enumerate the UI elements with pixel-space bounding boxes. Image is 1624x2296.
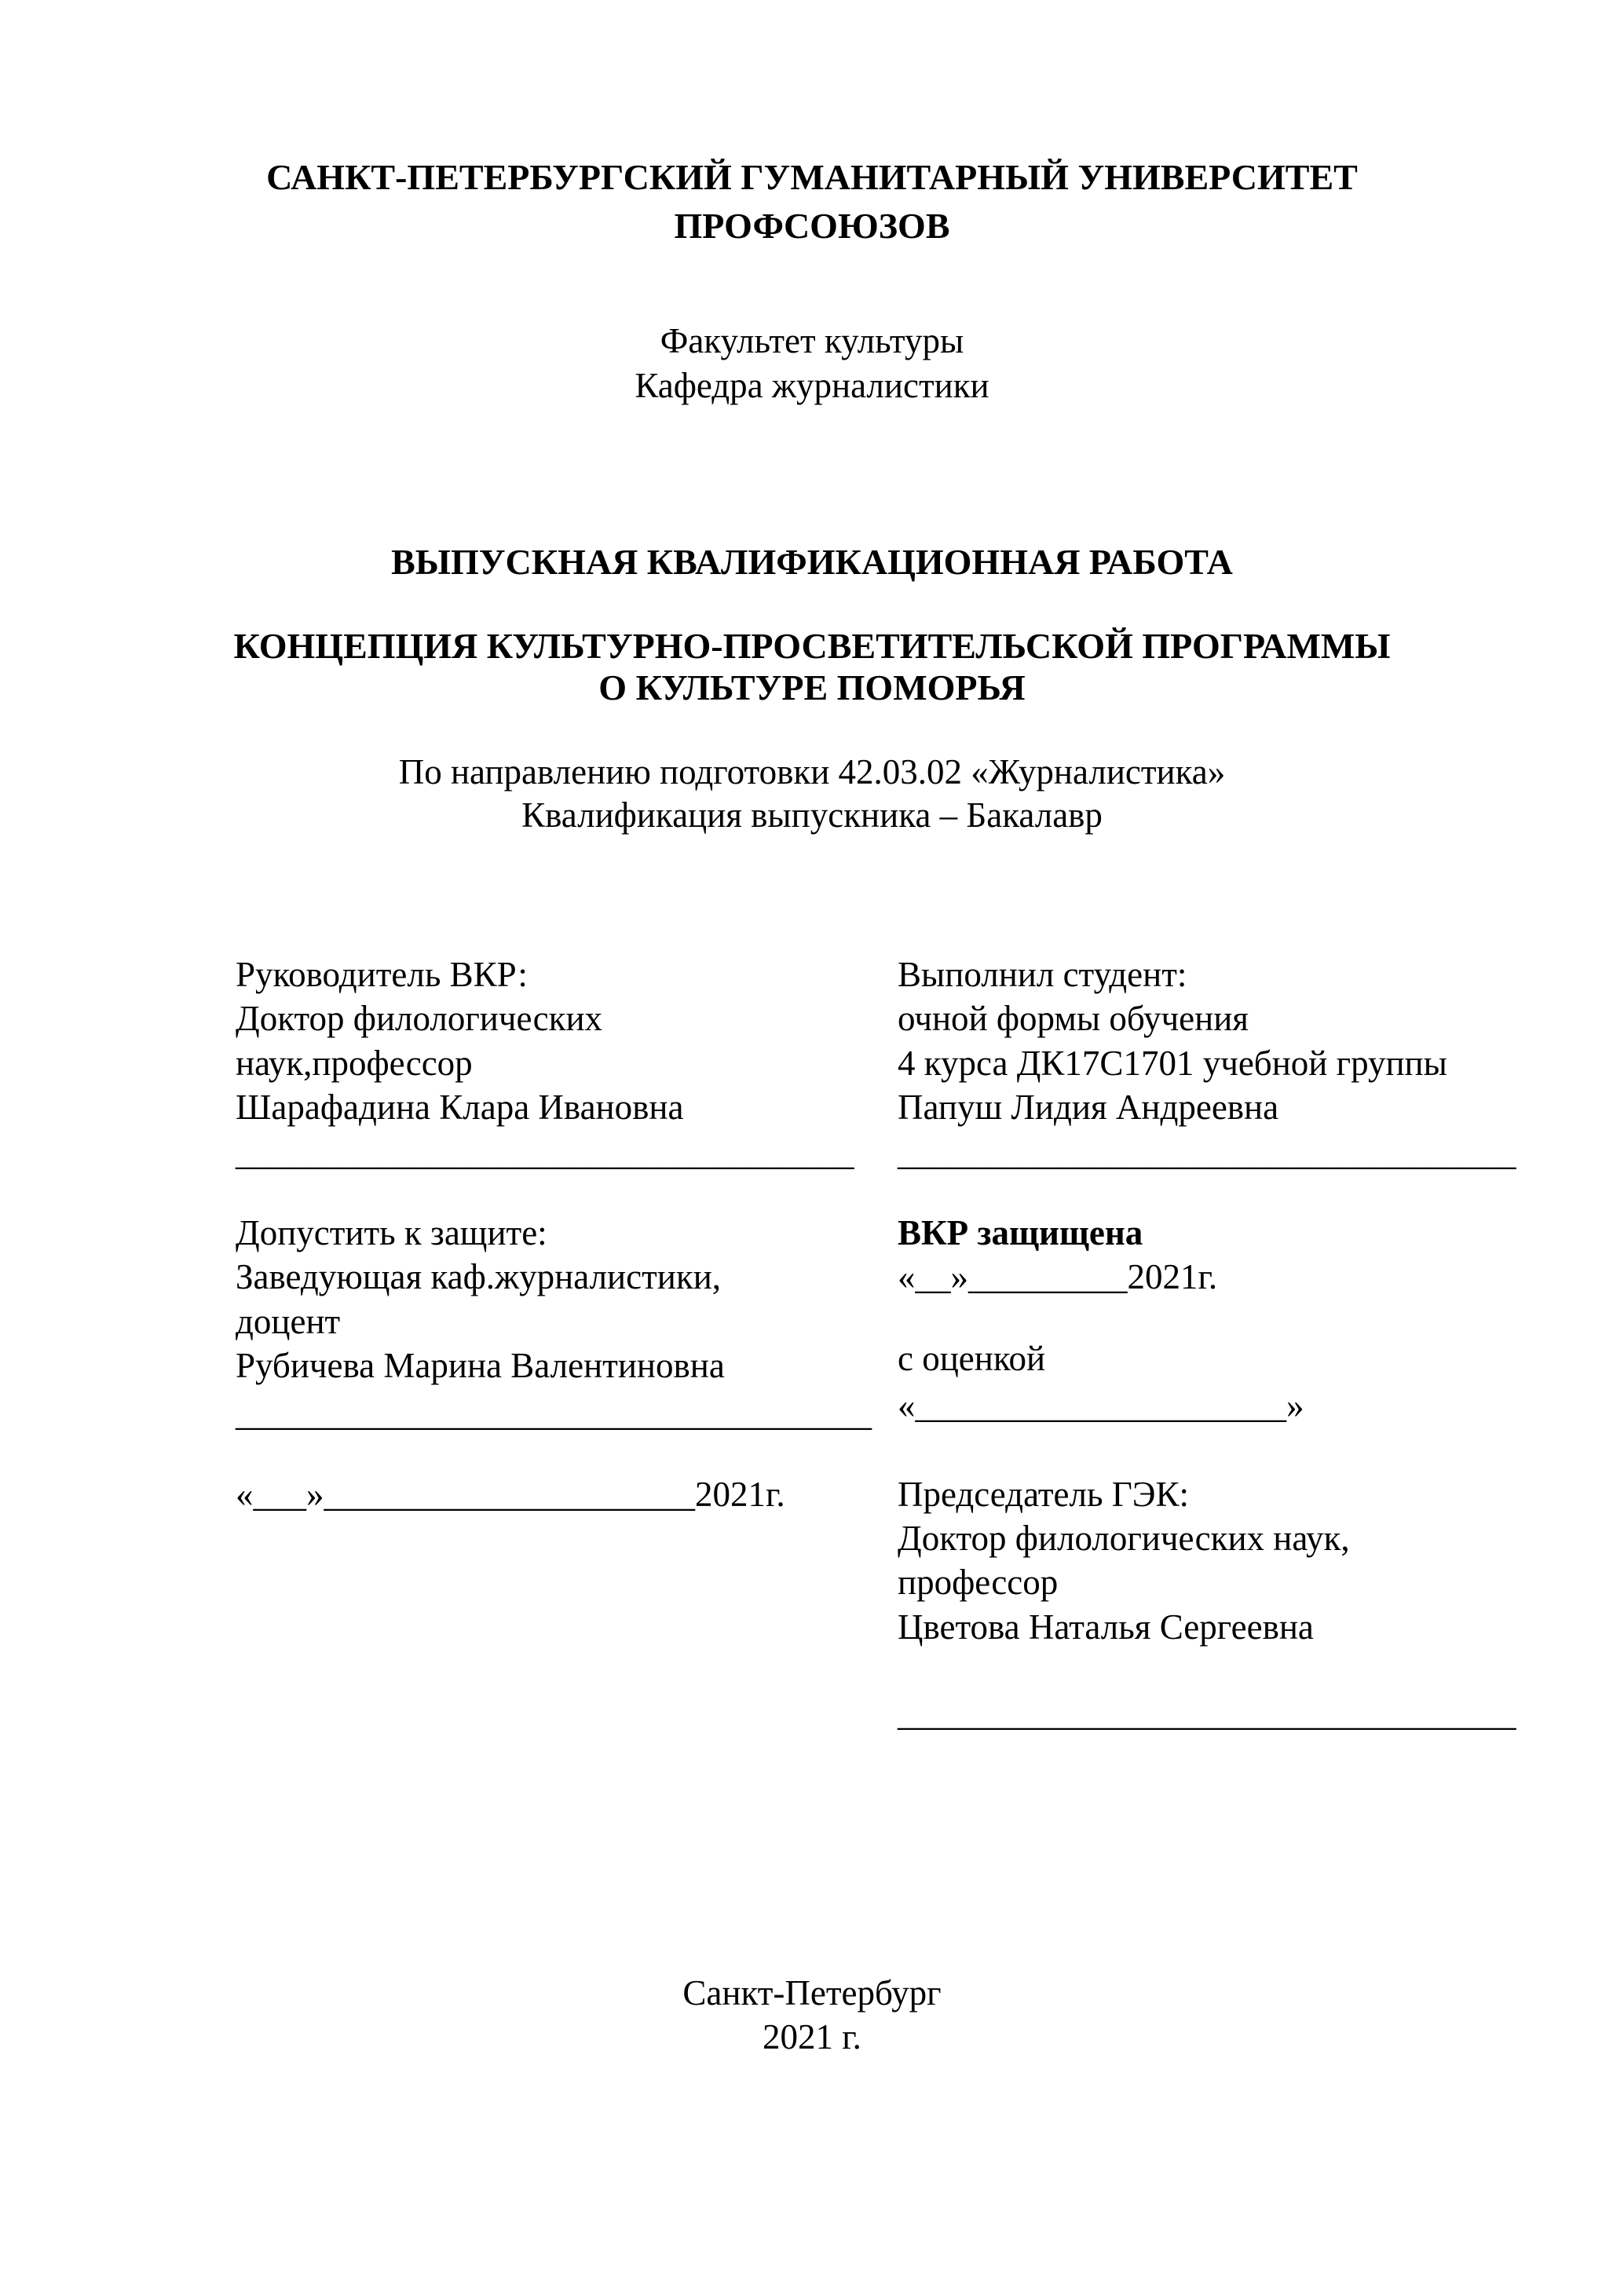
supervisor-label: Руководитель ВКР: xyxy=(236,955,528,994)
admit-position: Заведующая каф.журналистики, xyxy=(236,1257,722,1296)
admit-label: Допустить к защите: xyxy=(236,1213,547,1252)
admit-date: «___»_____________________2021г. xyxy=(236,1475,785,1514)
department: Кафедра журналистики xyxy=(635,366,989,405)
student-label: Выполнил студент: xyxy=(898,955,1187,994)
supervisor-name: Шарафадина Клара Ивановна xyxy=(236,1088,684,1127)
defended-label: ВКР защищена xyxy=(898,1213,1143,1252)
chair-signature-line: ___________________________________ xyxy=(898,1694,1516,1733)
supervisor-signature-line: ___________________________________ xyxy=(236,1133,854,1172)
university-name-line2: ПРОФСОЮЗОВ xyxy=(674,206,950,246)
supervisor-degree: Доктор филологических xyxy=(236,999,603,1038)
chair-degree-cont: профессор xyxy=(898,1563,1059,1602)
chair-name: Цветова Наталья Сергеевна xyxy=(898,1607,1314,1647)
work-title-line1: КОНЦЕПЦИЯ КУЛЬТУРНО-ПРОСВЕТИТЕЛЬСКОЙ ПРОГРАММЫ xyxy=(233,626,1391,666)
faculty: Факультет культуры xyxy=(660,321,964,360)
work-title-line2: О КУЛЬТУРЕ ПОМОРЬЯ xyxy=(598,667,1026,707)
student-group: 4 курса ДК17С1701 учебной группы xyxy=(898,1044,1447,1083)
university-name-line1: САНКТ-ПЕТЕРБУРГСКИЙ ГУМАНИТАРНЫЙ УНИВЕРСИТЕТ xyxy=(266,157,1358,197)
grade-value: «_____________________» xyxy=(898,1386,1304,1425)
city: Санкт-Петербург xyxy=(682,1973,942,2013)
qualification: Квалификация выпускника – Бакалавр xyxy=(521,795,1103,835)
admit-name: Рубичева Марина Валентиновна xyxy=(236,1346,725,1385)
work-type: ВЫПУСКНАЯ КВАЛИФИКАЦИОННАЯ РАБОТА xyxy=(391,542,1233,582)
year: 2021 г. xyxy=(763,2017,861,2057)
student-signature-line: ___________________________________ xyxy=(898,1133,1516,1172)
study-direction: По направлению подготовки 42.03.02 «Журналистика» xyxy=(398,752,1226,792)
admit-signature-line: ____________________________________ xyxy=(236,1394,872,1433)
defended-date: «__»_________2021г. xyxy=(898,1257,1218,1296)
admit-position-cont: доцент xyxy=(236,1302,341,1341)
chair-degree: Доктор филологических наук, xyxy=(898,1519,1350,1558)
supervisor-degree-cont: наук,профессор xyxy=(236,1044,473,1083)
student-form: очной формы обучения xyxy=(898,999,1249,1038)
student-name: Папуш Лидия Андреевна xyxy=(898,1088,1279,1127)
grade-label: с оценкой xyxy=(898,1339,1046,1378)
chair-label: Председатель ГЭК: xyxy=(898,1475,1189,1514)
